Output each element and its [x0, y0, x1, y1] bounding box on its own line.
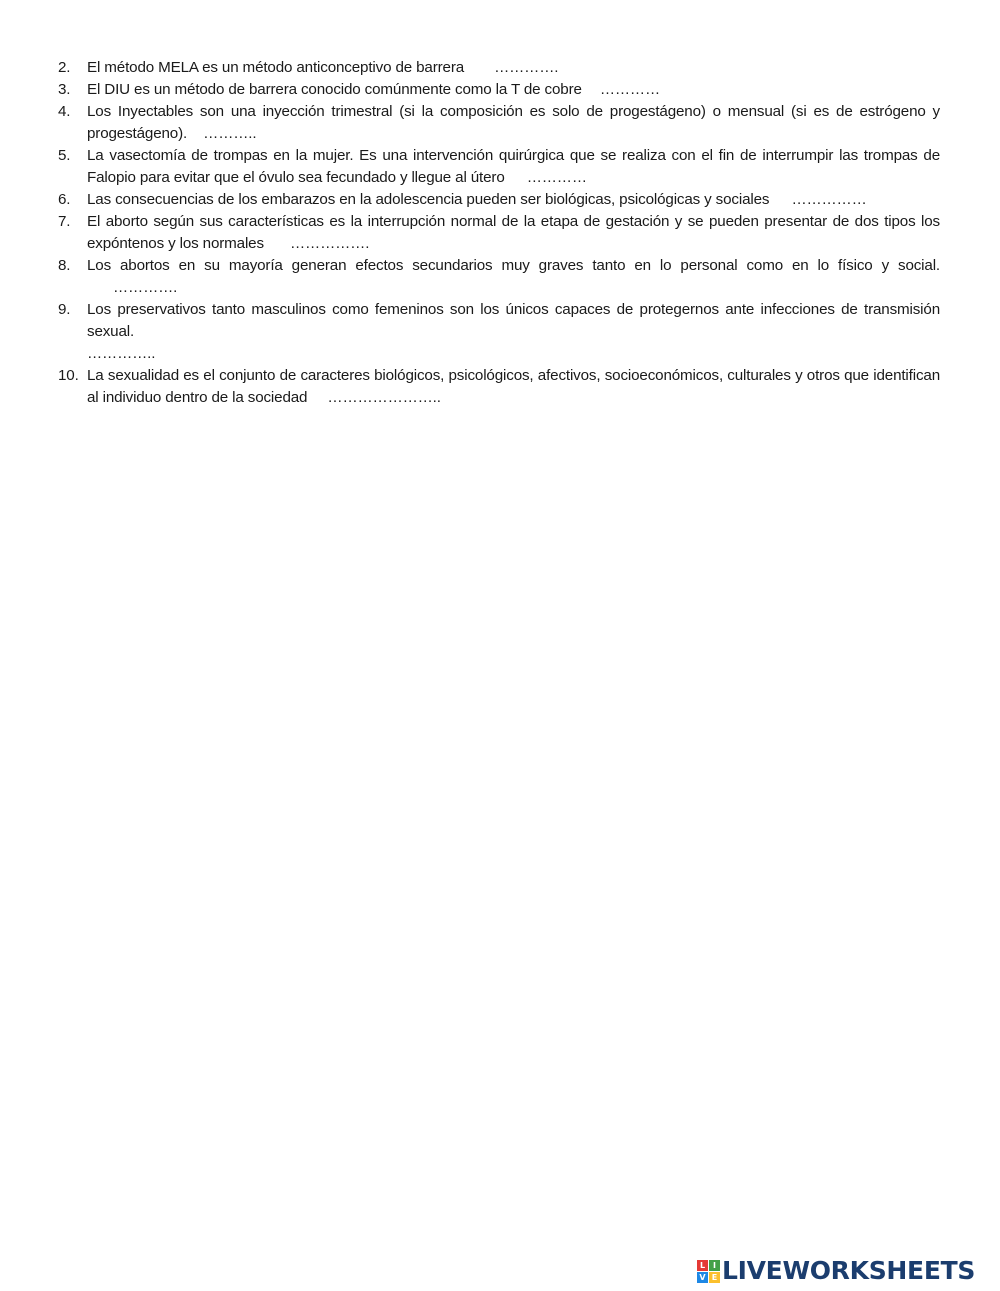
item-number: 4.	[58, 103, 71, 120]
item-text-block	[87, 101, 940, 145]
item-text: El aborto según sus características es la interrupción normal de la etapa de gestación y se pueden presentar de dos tipos los expóntenos y los normales	[87, 213, 940, 252]
logo-block-i: I	[709, 1260, 720, 1271]
list-item	[58, 79, 940, 101]
list-item	[58, 255, 940, 299]
answer-blank[interactable]: ………….	[113, 279, 178, 296]
item-text: La sexualidad es el conjunto de caracteres biológicos, psicológicos, afectivos, socioeconómicos, culturales y otros que identifican al individuo dentro de la sociedad	[87, 367, 940, 406]
item-text: La vasectomía de trompas en la mujer. Es una intervención quirúrgica que se realiza con el fin de interrumpir las trompas de Falopio para evitar que el óvulo sea fecundado y llegue al útero	[87, 147, 940, 186]
item-number: 6.	[58, 191, 71, 208]
item-number: 9.	[58, 301, 71, 318]
item-text-block	[87, 255, 940, 299]
worksheet-list	[58, 57, 940, 409]
list-item	[58, 299, 940, 365]
answer-blank[interactable]: …………	[599, 81, 661, 98]
item-number: 7.	[58, 213, 71, 230]
answer-blank[interactable]: …………….	[290, 235, 370, 252]
answer-blank[interactable]: ………..	[203, 125, 257, 142]
item-text: Los abortos en su mayoría generan efectos secundarios muy graves tanto en lo personal como en lo físico y social.	[87, 257, 940, 274]
item-text: Las consecuencias de los embarazos en la adolescencia pueden ser biológicas, psicológicas y sociales	[87, 191, 770, 208]
list-item	[58, 145, 940, 189]
answer-blank[interactable]: …………..	[87, 345, 156, 362]
logo-block-l: L	[697, 1260, 708, 1271]
list-item	[58, 189, 940, 211]
item-number: 10.	[58, 367, 79, 384]
list-item	[58, 211, 940, 255]
item-number: 8.	[58, 257, 71, 274]
answer-blank[interactable]: …………	[526, 169, 587, 186]
item-number: 3.	[58, 81, 71, 98]
answer-blank[interactable]: …………………..	[327, 389, 441, 406]
item-text-block	[87, 189, 940, 211]
logo-block-e: E	[709, 1272, 720, 1283]
item-text-block	[87, 365, 940, 409]
live-blocks-icon	[697, 1260, 720, 1283]
liveworksheets-logo	[697, 1256, 975, 1286]
item-number: 2.	[58, 59, 71, 76]
answer-blank[interactable]: ………….	[494, 59, 559, 76]
brand-wordmark: LIVEWORKSHEETS	[722, 1256, 976, 1285]
item-text: Los Inyectables son una inyección trimestral (si la composición es solo de progestágeno) o mensual (si es de estrógeno y progestágeno).	[87, 103, 940, 142]
item-text: El método MELA es un método anticonceptivo de barrera	[87, 59, 465, 76]
list-item	[58, 57, 940, 79]
list-item	[58, 101, 940, 145]
item-text: Los preservativos tanto masculinos como femeninos son los únicos capaces de protegernos ante infecciones de transmisión sexual.	[87, 301, 940, 340]
logo-block-v: V	[697, 1272, 708, 1283]
list-item	[58, 365, 940, 409]
item-text-block	[87, 145, 940, 189]
item-text-block	[87, 79, 940, 101]
item-text-block	[87, 299, 940, 365]
item-text: El DIU es un método de barrera conocido comúnmente como la T de cobre	[87, 81, 582, 98]
item-text-block	[87, 211, 940, 255]
item-text-block	[87, 57, 940, 79]
item-number: 5.	[58, 147, 71, 164]
answer-blank[interactable]: ……………	[791, 191, 867, 208]
